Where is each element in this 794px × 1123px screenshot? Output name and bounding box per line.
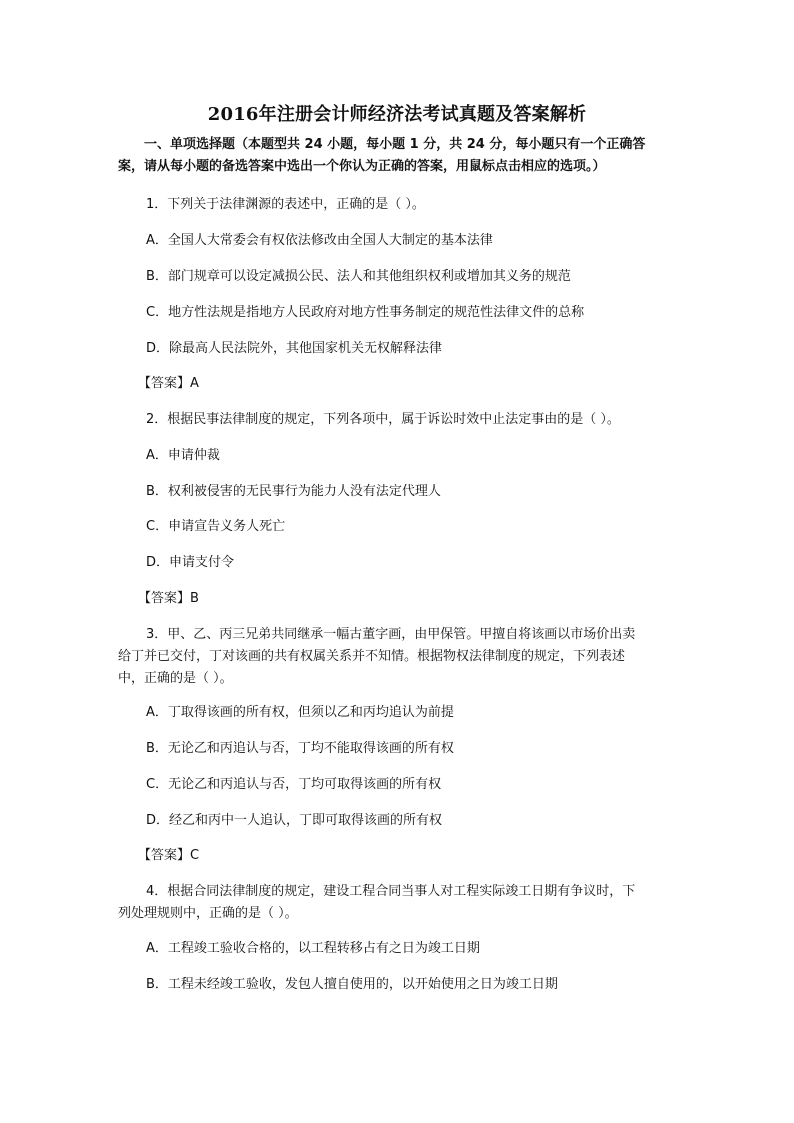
question-4-option-a: A．工程竣工验收合格的，以工程转移占有之日为竣工日期 <box>146 941 480 956</box>
question-1-option-c: C．地方性法规是指地方人民政府对地方性事务制定的规范性法律文件的总称 <box>146 305 585 320</box>
question-line: 列处理规则中，正确的是（ ）。 <box>118 906 298 921</box>
section-header-line: 案，请从每小题的备选答案中选出一个你认为正确的答案，用鼠标点击相应的选项。） <box>118 159 606 174</box>
question-1-text <box>118 194 698 216</box>
question-line: 2．根据民事法律制度的规定，下列各项中，属于诉讼时效中止法定事由的是（ ）。 <box>146 412 620 427</box>
question-1-option-b: B．部门规章可以设定减损公民、法人和其他组织权利或增加其义务的规范 <box>146 269 571 284</box>
question-line: 中，正确的是（ ）。 <box>118 671 233 686</box>
question-4-option-b: B．工程未经竣工验收，发包人擅自使用的，以开始使用之日为竣工日期 <box>146 977 558 992</box>
question-2-option-d: D．申请支付令 <box>146 555 235 570</box>
question-3-option-a: A．丁取得该画的所有权，但须以乙和丙均追认为前提 <box>146 705 454 720</box>
question-4-text <box>118 881 698 925</box>
question-3-option-d: D．经乙和丙中一人追认，丁即可取得该画的所有权 <box>146 813 443 828</box>
question-2-answer: 【答案】B <box>138 591 199 606</box>
question-line: 4．根据合同法律制度的规定，建设工程合同当事人对工程实际竣工日期有争议时，下 <box>146 884 636 899</box>
question-3-answer: 【答案】C <box>138 848 200 863</box>
question-2-option-b: B．权利被侵害的无民事行为能力人没有法定代理人 <box>146 484 441 499</box>
question-3-text <box>118 624 698 690</box>
section-header-line: 一、单项选择题（本题型共 24 小题，每小题 1 分，共 24 分，每小题只有一个正确答 <box>144 137 646 152</box>
question-line: 3．甲、乙、丙三兄弟共同继承一幅古董字画，由甲保管。甲擅自将该画以市场价出卖 <box>146 627 636 642</box>
question-1-option-a: A．全国人大常委会有权依法修改由全国人大制定的基本法律 <box>146 233 493 248</box>
question-1-option-d: D．除最高人民法院外，其他国家机关无权解释法律 <box>146 341 443 356</box>
document-title: 2016年注册会计师经济法考试真题及答案解析 <box>207 104 587 125</box>
question-2-option-c: C．申请宣告义务人死亡 <box>146 519 286 534</box>
question-3-option-c: C．无论乙和丙追认与否，丁均可取得该画的所有权 <box>146 777 442 792</box>
question-2-text <box>118 409 698 431</box>
question-line: 1．下列关于法律渊源的表述中，正确的是（ ）。 <box>146 197 425 212</box>
question-3-option-b: B．无论乙和丙追认与否，丁均不能取得该画的所有权 <box>146 741 454 756</box>
section-header <box>118 134 698 178</box>
question-line: 给丁并已交付，丁对该画的共有权属关系并不知情。根据物权法律制度的规定，下列表述 <box>118 649 626 664</box>
question-1-answer: 【答案】A <box>138 376 199 391</box>
question-2-option-a: A．申请仲裁 <box>146 448 220 463</box>
